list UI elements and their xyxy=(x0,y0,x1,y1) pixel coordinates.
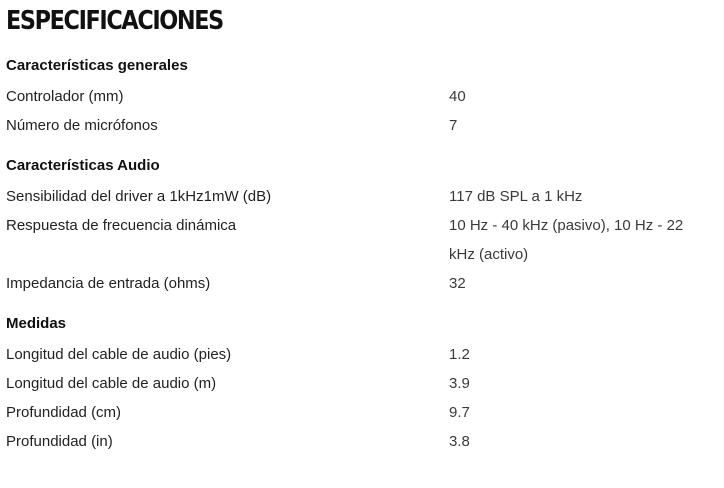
spec-value: 10 Hz - 40 kHz (pasivo), 10 Hz - 22 kHz (activo) xyxy=(449,217,684,263)
spec-label: Sensibilidad del driver a 1kHz1mW (dB) xyxy=(6,188,272,205)
spec-label: Controlador (mm) xyxy=(6,88,124,105)
spec-value: 3.9 xyxy=(449,375,470,392)
spec-row xyxy=(6,398,718,427)
page-title: ESPECIFICACIONES xyxy=(6,6,223,36)
section-audio xyxy=(6,150,718,298)
specifications-panel xyxy=(6,0,718,466)
spec-row xyxy=(6,182,718,211)
section-heading: Medidas xyxy=(6,315,67,332)
spec-value: 3.8 xyxy=(449,433,470,450)
spec-row xyxy=(6,211,718,269)
spec-label: Impedancia de entrada (ohms) xyxy=(6,275,211,292)
spec-label: Profundidad (in) xyxy=(6,433,113,450)
spec-row xyxy=(6,82,718,111)
spec-label: Longitud del cable de audio (m) xyxy=(6,375,217,392)
section-general xyxy=(6,50,718,140)
section-heading: Características generales xyxy=(6,57,188,74)
spec-row xyxy=(6,340,718,369)
section-heading: Características Audio xyxy=(6,157,160,174)
spec-label: Número de micrófonos xyxy=(6,117,158,134)
spec-value: 40 xyxy=(449,88,466,105)
spec-row xyxy=(6,427,718,456)
spec-row xyxy=(6,269,718,298)
spec-list xyxy=(6,82,718,140)
spec-value: 9.7 xyxy=(449,404,470,421)
spec-label: Respuesta de frecuencia dinámica xyxy=(6,217,237,234)
spec-list xyxy=(6,182,718,298)
spec-row xyxy=(6,111,718,140)
spec-value: 32 xyxy=(449,275,466,292)
spec-row xyxy=(6,369,718,398)
spec-value: 117 dB SPL a 1 kHz xyxy=(449,188,583,205)
spec-label: Profundidad (cm) xyxy=(6,404,122,421)
section-measurements xyxy=(6,308,718,456)
spec-label: Longitud del cable de audio (pies) xyxy=(6,346,232,363)
spec-list xyxy=(6,340,718,456)
spec-value: 1.2 xyxy=(449,346,470,363)
spec-value: 7 xyxy=(449,117,458,134)
